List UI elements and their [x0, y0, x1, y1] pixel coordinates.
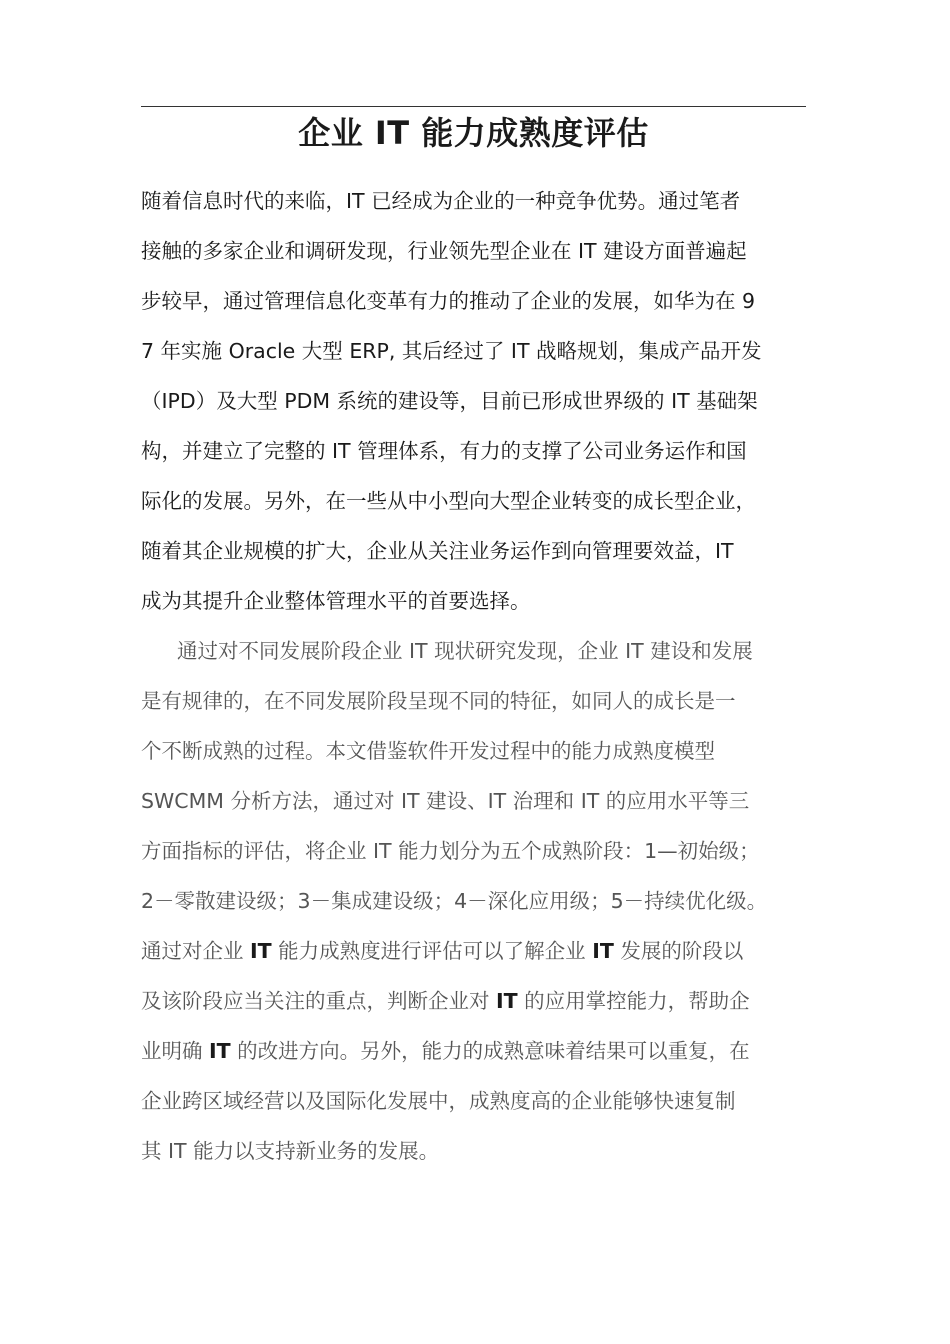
document-title: 企业 IT 能力成熟度评估: [298, 114, 649, 152]
paragraph-line: 方面指标的评估，将企业 IT 能力划分为五个成熟阶段：1—初始级；: [141, 839, 760, 863]
text-run: 能力成熟度进行评估可以了解企业: [271, 939, 593, 963]
paragraph-2: [141, 626, 809, 1176]
bold-text-run: IT: [592, 939, 614, 963]
paragraph-line: 随着其企业规模的扩大，企业从关注业务运作到向管理要效益，IT: [141, 539, 734, 563]
paragraph-line: 个不断成熟的过程。本文借鉴软件开发过程中的能力成熟度模型: [141, 739, 715, 763]
text-run: 发展的阶段以: [613, 939, 744, 963]
bold-text-run: IT: [250, 939, 272, 963]
paragraph-line: 通过对不同发展阶段企业 IT 现状研究发现，企业 IT 建设和发展: [177, 639, 753, 663]
text-run: 的应用掌控能力，帮助企: [517, 989, 750, 1013]
paragraph-line: SWCMM 分析方法，通过对 IT 建设、IT 治理和 IT 的应用水平等三: [141, 789, 750, 813]
paragraph-line: 7 年实施 Oracle 大型 ERP, 其后经过了 IT 战略规划，集成产品开发: [141, 339, 762, 363]
paragraph-line: [141, 976, 809, 1026]
paragraph-line: 企业跨区域经营以及国际化发展中，成熟度高的企业能够快速复制: [141, 1089, 736, 1113]
paragraph-line: [141, 926, 809, 976]
text-run: 通过对企业: [141, 939, 251, 963]
bold-text-run: IT: [209, 1039, 231, 1063]
paragraph-line: 是有规律的，在不同发展阶段呈现不同的特征，如同人的成长是一: [141, 689, 736, 713]
bold-text-run: IT: [496, 989, 518, 1013]
text-run: 的改进方向。另外，能力的成熟意味着结果可以重复，在: [230, 1039, 750, 1063]
paragraph-line: [141, 1026, 809, 1076]
paragraph-line: 构，并建立了完整的 IT 管理体系，有力的支撑了公司业务运作和国: [141, 439, 747, 463]
paragraph-line: （IPD）及大型 PDM 系统的建设等，目前已形成世界级的 IT 基础架: [141, 389, 758, 413]
header-rule: [141, 106, 806, 107]
text-run: 及该阶段应当关注的重点，判断企业对: [141, 989, 497, 1013]
paragraph-line: 步较早，通过管理信息化变革有力的推动了企业的发展，如华为在 9: [141, 289, 756, 313]
paragraph-line: 际化的发展。另外，在一些从中小型向大型企业转变的成长型企业，: [141, 489, 756, 513]
paragraph-line: 成为其提升企业整体管理水平的首要选择。: [141, 589, 531, 613]
paragraph-line: 2－零散建设级；3－集成建设级；4－深化应用级；5－持续优化级。: [141, 889, 768, 913]
paragraph-1: [141, 176, 809, 626]
paragraph-line: 接触的多家企业和调研发现，行业领先型企业在 IT 建设方面普遍起: [141, 239, 747, 263]
paragraph-line: 随着信息时代的来临，IT 已经成为企业的一种竞争优势。通过笔者: [141, 189, 741, 213]
paragraph-line: 其 IT 能力以支持新业务的发展。: [141, 1139, 440, 1163]
text-run: 业明确: [141, 1039, 210, 1063]
